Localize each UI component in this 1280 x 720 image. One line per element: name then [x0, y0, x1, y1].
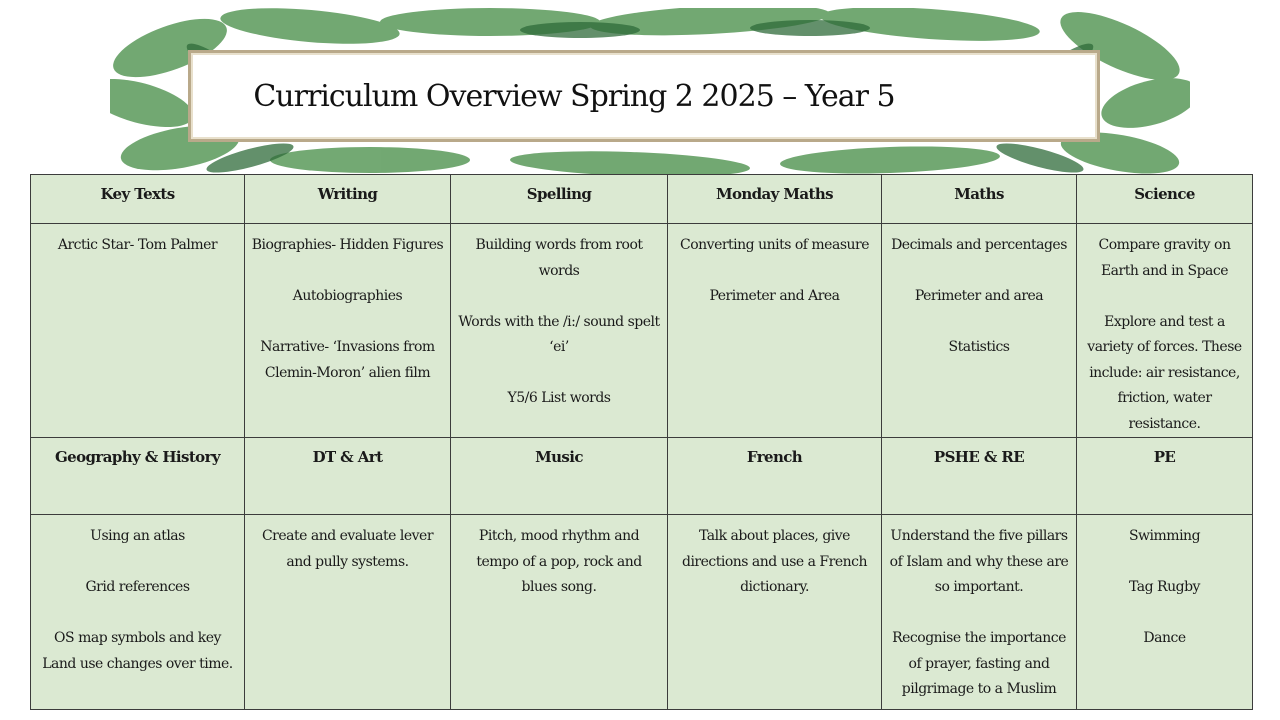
header-french: French [746, 448, 803, 466]
header-maths: Maths [954, 185, 1004, 203]
header-cell [1077, 438, 1253, 515]
content-cell [882, 515, 1077, 710]
spelling-content: Building words from root words Words with the /i:/ sound spelt ‘ei’ Y5/6 List words [458, 237, 660, 406]
header-writing: Writing [317, 185, 378, 203]
writing-content: Biographies- Hidden Figures Autobiographies Narrative- ‘Invasions from Clemin-Moron’ alien film [251, 237, 444, 381]
title-frame [188, 50, 1100, 142]
header-cell [451, 438, 668, 515]
content-cell [668, 515, 882, 710]
header-cell [245, 175, 451, 224]
maths-content: Decimals and percentages Perimeter and area Statistics [891, 237, 1067, 355]
pshe-re-content: Understand the five pillars of Islam and why these are so important. Recognise the importance of prayer, fasting and pilgrimage to a Muslim [889, 528, 1069, 697]
header-cell [1077, 175, 1253, 224]
key-texts-content: Arctic Star- Tom Palmer [57, 237, 218, 253]
content-cell [31, 515, 245, 710]
header-spelling: Spelling [526, 185, 592, 203]
header-cell [668, 438, 882, 515]
header-cell [882, 175, 1077, 224]
header-pshe-re: PSHE & RE [933, 448, 1025, 466]
music-content: Pitch, mood rhythm and tempo of a pop, rock and blues song. [476, 528, 642, 595]
subject-header-row [31, 175, 1253, 224]
header-key-texts: Key Texts [100, 185, 175, 203]
content-cell [1077, 515, 1253, 710]
content-cell [1077, 224, 1253, 438]
header-cell [31, 438, 245, 515]
subject-content-row [31, 515, 1253, 710]
dt-art-content: Create and evaluate lever and pully systems. [261, 528, 434, 570]
header-pe: PE [1153, 448, 1176, 466]
header-monday-maths: Monday Maths [715, 185, 834, 203]
header-cell [245, 438, 451, 515]
header-cell [668, 175, 882, 224]
subject-content-row [31, 224, 1253, 438]
content-cell [31, 224, 245, 438]
header-music: Music [535, 448, 583, 466]
header-cell [882, 438, 1077, 515]
content-cell [668, 224, 882, 438]
content-cell [451, 515, 668, 710]
page-title: Curriculum Overview Spring 2 2025 – Year 5 [253, 78, 895, 114]
header-cell [451, 175, 668, 224]
content-cell [245, 224, 451, 438]
geography-history-content: Using an atlas Grid references OS map symbols and key Land use changes over time. [42, 528, 233, 672]
content-cell [882, 224, 1077, 438]
french-content: Talk about places, give directions and use a French dictionary. [681, 528, 867, 595]
subject-header-row [31, 438, 1253, 515]
header-science: Science [1134, 185, 1195, 203]
monday-maths-content: Converting units of measure Perimeter and Area [680, 237, 869, 304]
header-geography-history: Geography & History [54, 448, 221, 466]
header-cell [31, 175, 245, 224]
curriculum-table [30, 174, 1253, 710]
header-dt-art: DT & Art [312, 448, 383, 466]
science-content: Compare gravity on Earth and in Space Explore and test a variety of forces. These include: air resistance, friction, water resistance. [1087, 237, 1242, 432]
content-cell [245, 515, 451, 710]
pe-content: Swimming Tag Rugby Dance [1128, 528, 1201, 646]
content-cell [451, 224, 668, 438]
